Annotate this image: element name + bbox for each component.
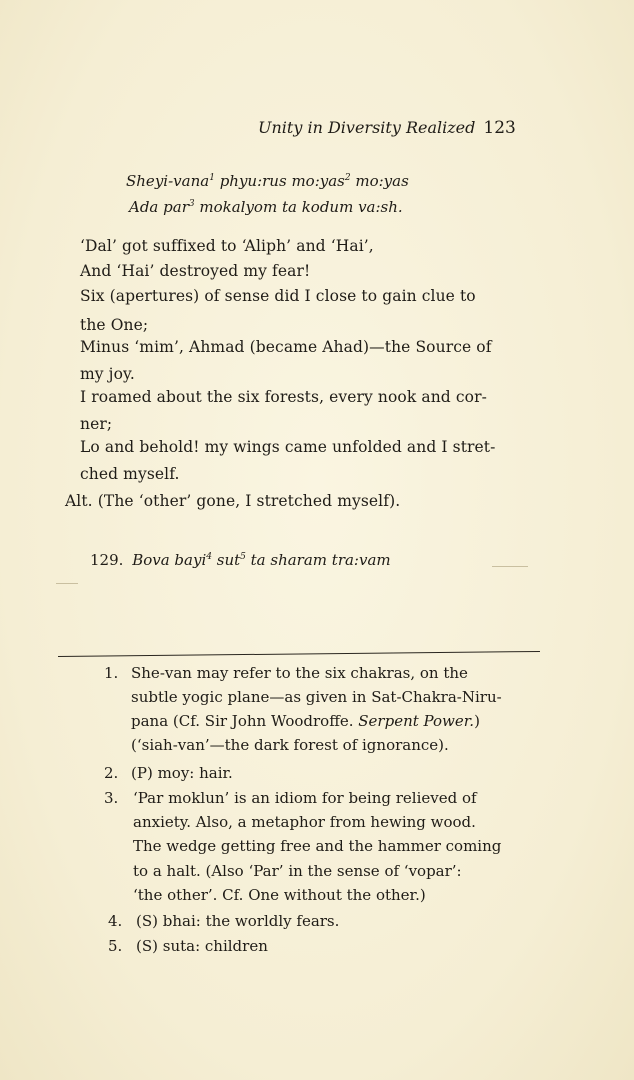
translation-line: Minus ‘mim’, Ahmad (became Ahad)—the Source of [80,338,492,356]
footnote-line: anxiety. Also, a metaphor from hewing wood. [133,813,476,831]
translation-line: the One; [80,316,149,334]
faint-mark [56,583,78,584]
footnote-line: subtle yogic plane—as given in Sat-Chakra-Niru- [131,688,502,706]
translation-line: ner; [80,415,113,433]
footnote-number: 1. [104,664,119,682]
verse-number: 129. [90,551,124,569]
translation-line: ched myself. [80,465,180,483]
page-number: 123 [483,118,516,138]
verse-text: Bova bayi$^4$ sut$^5$ ta sharam tra:vam [132,551,391,569]
transliteration-line-1: Sheyi-vana$^1$ phyu:rus mo:yas$^2$ mo:yas [126,172,409,190]
translation-line: And ‘Hai’ destroyed my fear! [80,262,311,280]
footnote-line: to a halt. (Also ‘Par’ in the sense of ‘vopar’: [133,862,462,880]
translation-line-alt: Alt. (The ‘other’ gone, I stretched myself). [65,492,401,510]
translation-line: my joy. [80,365,135,383]
footnote-line: ‘the other’. Cf. One without the other.) [133,886,426,904]
footnote-number: 5. [108,937,123,955]
translation-line: Lo and behold! my wings came unfolded and I stret- [80,438,496,456]
next-verse-heading [90,551,391,569]
running-header [258,118,538,138]
translation-line: Six (apertures) of sense did I close to gain clue to [80,287,476,305]
footnote-line: (P) moy: hair. [131,764,233,782]
running-title: Unity in Diversity Realized [258,118,476,137]
footnote-line: The wedge getting free and the hammer coming [133,837,502,855]
footnote-number: 4. [108,912,123,930]
faint-mark [492,566,528,567]
footnote-number: 2. [104,764,119,782]
footnote-line: (S) bhai: the worldly fears. [136,912,340,930]
translation-line: I roamed about the six forests, every nook and cor- [80,388,487,406]
footnote-line: ‘Par moklun’ is an idiom for being relieved of [133,789,477,807]
footnote-line: (‘siah-van’—the dark forest of ignorance). [131,736,449,754]
translation-line: ‘Dal’ got suffixed to ‘Aliph’ and ‘Hai’, [80,237,374,255]
footnote-rule [58,651,540,657]
footnote-line: She-van may refer to the six chakras, on the [131,664,468,682]
footnote-number: 3. [104,789,119,807]
footnote-line: pana (Cf. Sir John Woodroffe. Serpent Power.) [131,712,480,730]
transliteration-line-2: Ada par$^3$ mokalyom ta kodum va:sh. [129,198,403,216]
footnote-line: (S) suta: children [136,937,268,955]
